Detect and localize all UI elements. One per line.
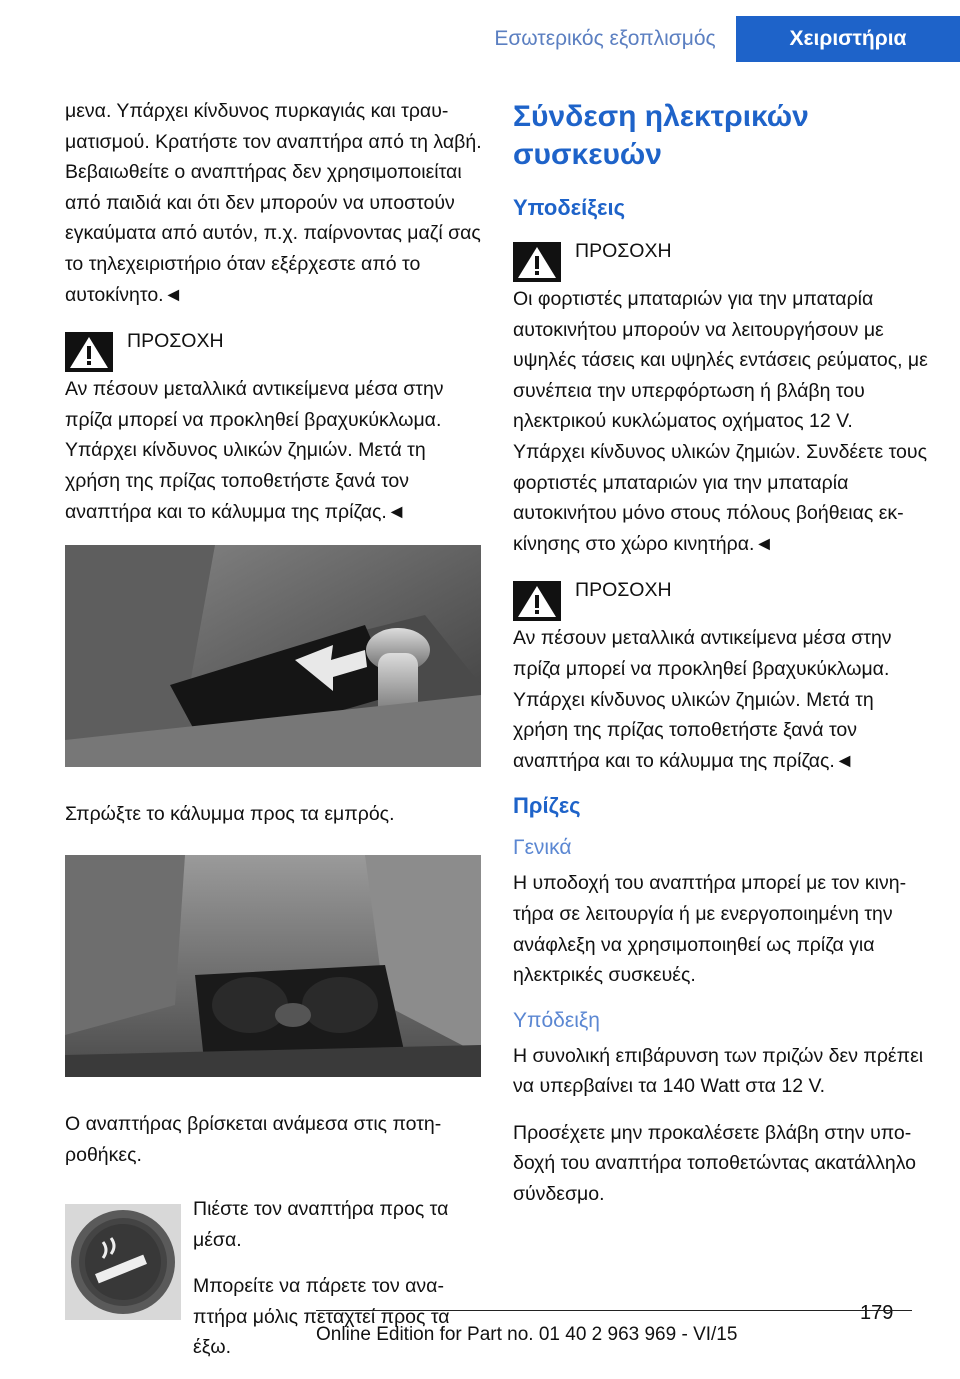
- warning-heading: ΠΡΟΣΟΧΗ: [575, 579, 672, 602]
- note-text-load: Η συνολική επιβάρυνση των πριζών δεν πρέπει να υπερβαίνει τα 140 Watt στα 12 V.: [513, 1044, 924, 1098]
- sockets-heading: Πρίζες: [513, 793, 581, 819]
- warning-block-1: [513, 236, 928, 282]
- footer-rule: [316, 1310, 912, 1311]
- right-column: [513, 96, 928, 1226]
- intro-paragraph: μενα. Υπάρχει κίνδυνος πυρκαγιάς και τραυματισμού. Κρατήστε τον αναπτήρα από τη λαβή. Βεβαιωθείτε ο αναπτήρας δεν χρησιμοποιείται από παιδιά και ότι δεν μπορούν να υποστούν εγκαύματα από αυτόν, π.χ. παίρνοντας μαζί σας το τηλεχειριστήριο όταν εξέρχεστε από το αυτοκίνητο.◄: [65, 100, 482, 306]
- caption-push-cover: Σπρώξτε το κάλυμμα προς τα εμπρός.: [65, 802, 395, 825]
- note-heading: Υπόδειξη: [513, 1008, 600, 1032]
- warning-heading: ΠΡΟΣΟΧΗ: [575, 240, 672, 262]
- caption-lighter-location: Ο αναπτήρας βρίσκεται ανάμεσα στις ποτηροθήκες.: [65, 1112, 442, 1166]
- header-section-tab: Εσωτερικός εξοπλισμός: [478, 16, 732, 62]
- notes-heading: Υποδείξεις: [513, 195, 626, 220]
- cigarette-lighter-icon: [65, 1204, 181, 1320]
- header-chapter-tab: Χειριστήρια: [736, 16, 960, 62]
- left-column: [65, 96, 485, 1379]
- console-cover-photo: [65, 545, 481, 767]
- step-take-lighter: Μπορείτε να πάρετε τον αναπτήρα μόλις πεταχτεί προς τα έξω.: [193, 1275, 450, 1359]
- note-text-plug: Προσέχετε μην προκαλέσετε βλάβη στην υποδοχή του αναπτήρα τοποθετώντας ακατάλληλο σύνδεσμο.: [513, 1121, 916, 1206]
- warning-heading: ΠΡΟΣΟΧΗ: [127, 330, 224, 353]
- step-press-lighter: Πιέστε τον αναπτήρα προς τα μέσα.: [193, 1198, 449, 1251]
- warning-block-2: [513, 575, 928, 621]
- warning-text: Οι φορτιστές μπαταριών για την μπαταρία αυτοκινήτου μπορούν να λειτουργήσουν με υψηλές τάσεις και υψηλές εντάσεις ρεύματος, με συνέπεια την υπερφόρτωση ή βλάβη του ηλεκτρικού κυκλώματος οχήματος 12 V. Υπάρχει κίνδυνος υλικών ζημιών. Συνδέετε τους φορτιστές μπαταριών για την μπαταρία αυτοκινήτου μόνο στους πόλους βοήθειας εκκίνησης στο χώρο κινητήρα.◄: [513, 288, 928, 555]
- edition-text: Online Edition for Part no. 01 40 2 963 969 - VI/15: [316, 1324, 738, 1345]
- warning-triangle-icon: [65, 332, 113, 372]
- warning-triangle-icon: [513, 242, 561, 282]
- warning-triangle-icon: [513, 581, 561, 621]
- warning-text: Αν πέσουν μεταλλικά αντικείμενα μέσα στην πρίζα μπορεί να προκληθεί βραχυκύκλωμα. Υπάρχει κίνδυνος υλικών ζημιών. Μετά τη χρήση της πρίζας τοποθετήστε ξανά τον αναπτήρα και το κάλυμμα της πρίζας.◄: [513, 627, 892, 772]
- section-title: Σύνδεση ηλεκτρικών συσκευών: [513, 100, 809, 171]
- general-heading: Γενικά: [513, 836, 572, 860]
- page-number: 179: [860, 1302, 894, 1324]
- warning-block: [65, 326, 485, 372]
- warning-text: Αν πέσουν μεταλλικά αντικείμενα μέσα στην πρίζα μπορεί να προκληθεί βραχυκύκλωμα. Υπάρχει κίνδυνος υλικών ζημιών. Μετά τη χρήση της πρίζας τοποθετήστε ξανά τον αναπτήρα και το κάλυμμα της πρίζας.◄: [65, 378, 444, 523]
- general-text: Η υποδοχή του αναπτήρα μπορεί με τον κινητήρα σε λειτουργία ή με ενεργοποιημένη την ανάφλεξη να χρησιμοποιηθεί ως πρίζα για ηλεκτρικές συσκευές.: [513, 872, 907, 987]
- cupholder-photo: [65, 855, 481, 1077]
